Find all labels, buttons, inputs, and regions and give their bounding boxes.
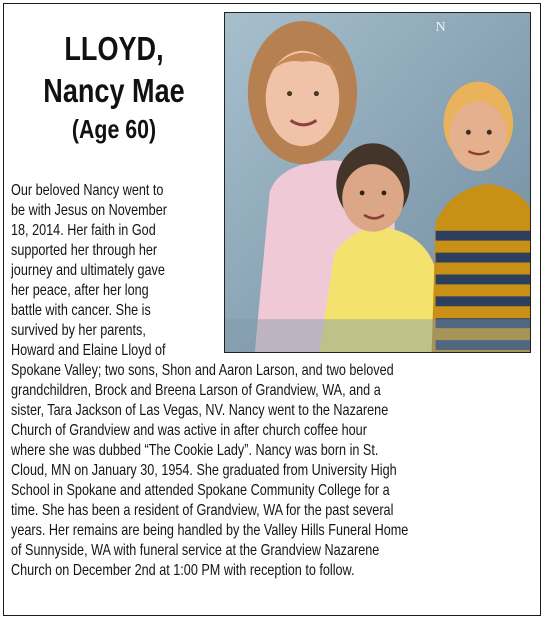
boy-eye-right (487, 130, 492, 135)
boy-face (450, 101, 508, 171)
obituary-line: Our beloved Nancy went to (11, 182, 164, 199)
obituary-line: where she was dubbed “The Cookie Lady”. Nancy was born in St. (11, 442, 379, 459)
obituary-line: grandchildren, Brock and Breena Larson of Grandview, WA, and a (11, 382, 381, 399)
given-name-heading: Nancy Mae (43, 72, 185, 109)
age-heading: (Age 60) (71, 114, 157, 144)
obituary-line: be with Jesus on November (11, 202, 167, 219)
woman-eye-right (314, 91, 319, 96)
obituary-line: Cloud, MN on January 30, 1954. She graduated from University High (11, 462, 397, 479)
boy-eye-left (466, 130, 471, 135)
obituary-line: School in Spokane and attended Spokane Community College for a (11, 482, 390, 499)
obituary-line: battle with cancer. She is (11, 302, 151, 319)
photo-watermark: N (435, 19, 446, 35)
obituary-line: supported her through her (11, 242, 158, 259)
obituary-line: Spokane Valley; two sons, Shon and Aaron Larson, and two beloved (11, 362, 394, 379)
obituary-line: survived by her parents, (11, 322, 146, 339)
obituary-line: of Sunnyside, WA with funeral service at the Grandview Nazarene (11, 542, 380, 559)
obituary-line: sister, Tara Jackson of Las Vegas, NV. Nancy went to the Nazarene (11, 402, 389, 419)
obituary-line: Howard and Elaine Lloyd of (11, 342, 166, 359)
obituary-line: time. She has been a resident of Grandview, WA for the past several (11, 502, 394, 519)
obituary-line: Church on December 2nd at 1:00 PM with reception to follow. (11, 562, 355, 579)
obituary-line: her peace, after her long (11, 282, 149, 299)
obituary-text (11, 181, 534, 581)
obituary-line: years. Her remains are being handled by the Valley Hills Funeral Home (11, 522, 409, 539)
woman-eye-left (287, 91, 292, 96)
obituary-headline (8, 32, 220, 142)
surname-heading: LLOYD, (64, 30, 164, 67)
obituary-line: Church of Grandview and was active in after church coffee hour (11, 422, 367, 439)
obituary-line: 18, 2014. Her faith in God (11, 222, 156, 239)
obituary-line: journey and ultimately gave (11, 262, 165, 279)
